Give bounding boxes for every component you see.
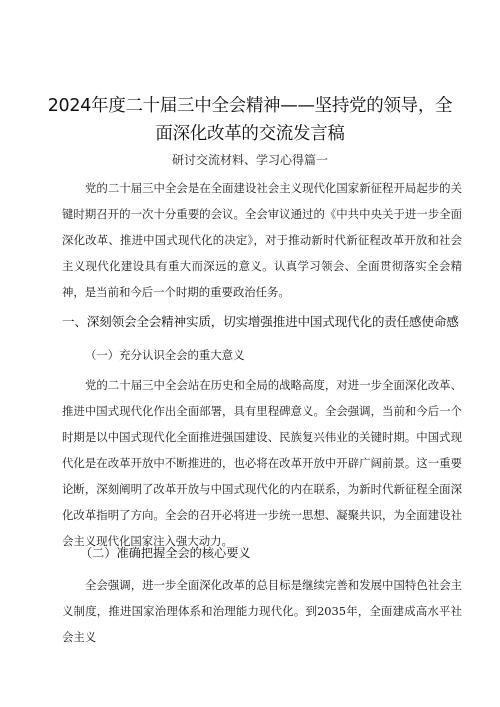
subsection-1-paragraph <box>62 372 462 554</box>
intro-paragraph <box>62 175 462 305</box>
intro-text: 党的二十届三中全会是在全面建设社会主义现代化国家新征程开局起步的关键时期召开的一次十分重要的会议。全会审议通过的《中共中央关于进一步全面深化改革、推进中国式现代化的决定》，对于推动新时代新征程改革开放和社会主义现代化建设具有重大而深远的意义。认真学习领会、全面贯彻落实全会精神，是当前和今后一个时期的重要政治任务。 <box>62 181 462 299</box>
subsection-1-text: 党的二十届三中全会站在历史和全局的战略高度，对进一步全面深化改革、推进中国式现代化作出全面部署，具有里程碑意义。全会强调，当前和今后一个时期是以中国式现代化全面推进强国建设、民族复兴伟业的关键时期。中国式现代化是在改革开放中不断推进的，也必将在改革开放中开辟广阔前景。这一重要论断，深刻阐明了改革开放与中国式现代化的内在联系，为新时代新征程全面深化改革指明了方向。全会的召开必将进一步统一思想、凝聚共识，为全面建设社会主义现代化国家注入强大动力。 <box>62 378 462 548</box>
section-heading-1: 一、深刻领会全会精神实质，切实增强推进中国式现代化的责任感使命感 <box>62 314 459 329</box>
document-subtitle: 研讨交流材料、学习心得篇一 <box>171 153 328 167</box>
subsection-heading-1: （一）充分认识全会的重大意义 <box>85 348 245 362</box>
subsection-2-text: 全会强调，进一步全面深化改革的总目标是继续完善和发展中国特色社会主义制度，推进国家治理体系和治理能力现代化。到2035年，全面建成高水平社会主义 <box>62 578 462 644</box>
document-title: 2024年度二十届三中全会精神——坚持党的领导，全面深化改革的交流发言稿 <box>47 96 453 144</box>
subsection-2-paragraph <box>62 572 462 650</box>
subsection-heading-2: （二）准确把握全会的核心要义 <box>80 546 251 560</box>
